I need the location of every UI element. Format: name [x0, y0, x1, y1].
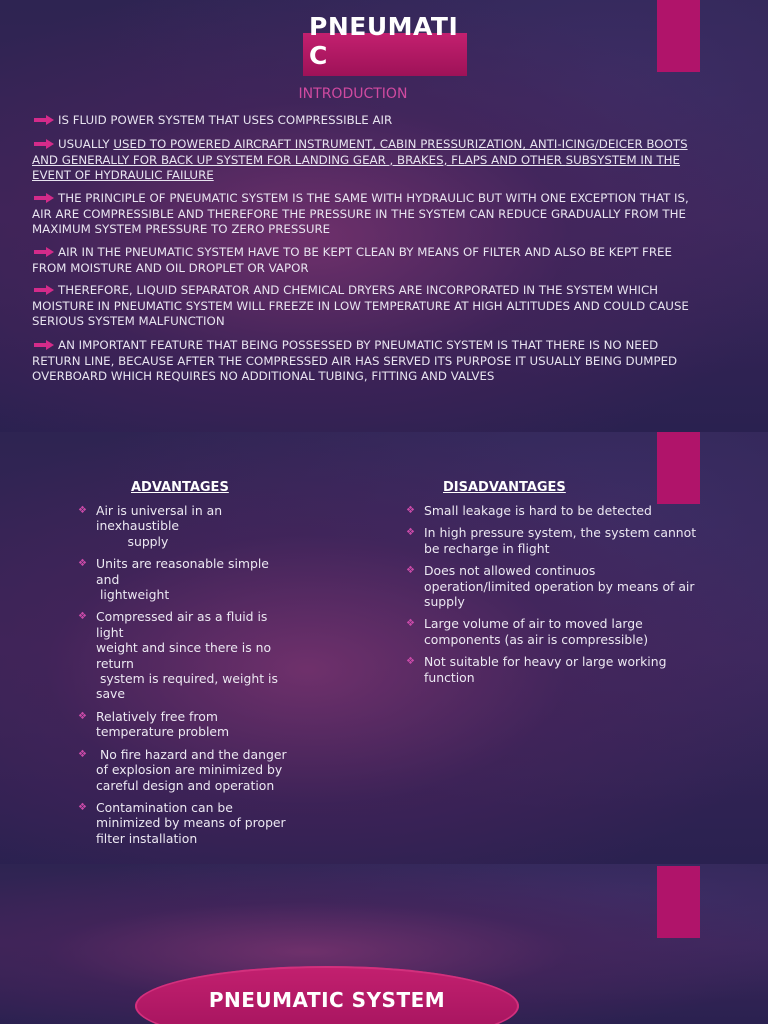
arrow-bullet-icon [34, 340, 54, 350]
diamond-bullet-icon: ❖ [78, 611, 87, 623]
slide-subtitle: INTRODUCTION [298, 86, 408, 102]
diamond-bullet-icon: ❖ [78, 801, 87, 813]
list-item [406, 616, 716, 647]
arrow-bullet-icon [34, 115, 54, 125]
list-item-line: filter installation [96, 830, 198, 846]
diamond-bullet-icon: ❖ [78, 748, 87, 760]
arrow-bullet-icon [34, 285, 54, 295]
list-item-line: operation/limited operation by means of air [424, 578, 695, 594]
list-item-line: system is required, weight is [96, 671, 278, 687]
accent-tab [657, 0, 700, 72]
list-item [406, 654, 716, 685]
list-item-line: return [96, 655, 134, 671]
list-item-line: No fire hazard and the danger [96, 746, 287, 762]
list-item [78, 609, 308, 701]
list-item-line: and [96, 571, 120, 587]
slide-introduction [0, 0, 768, 432]
paragraph-text: THEREFORE, LIQUID SEPARATOR AND CHEMICAL DRYERS ARE INCORPORATED IN THE SYSTEM WHICH MOISTURE IN PNEUMATIC SYSTEM WILL FREEZE IN LOW TEMPERATURE AT HIGH ALTITUDES AND COULD CAUSE SERIOUS SYSTEM MALFUNCTION [32, 283, 689, 328]
list-item-line: Does not allowed continuos [424, 563, 596, 579]
list-item-line: temperature problem [96, 724, 230, 740]
list-item-line: Contamination can be [96, 799, 233, 815]
list-item-line: save [96, 686, 126, 702]
list-item-line: supply [96, 533, 169, 549]
diamond-bullet-icon: ❖ [406, 565, 415, 577]
intro-paragraph-5 [32, 283, 692, 330]
intro-paragraph-6 [32, 338, 692, 385]
intro-paragraph-3 [32, 191, 692, 238]
list-item-line: Relatively free from [96, 708, 218, 724]
list-item-line: light [96, 624, 124, 640]
diamond-bullet-icon: ❖ [406, 618, 415, 630]
list-item-line: components (as air is compressible) [424, 631, 649, 647]
list-item [78, 556, 308, 602]
paragraph-text: AN IMPORTANT FEATURE THAT BEING POSSESSED BY PNEUMATIC SYSTEM IS THAT THERE IS NO NEED RETURN LINE, BECAUSE AFTER THE COMPRESSED AIR HAS SERVED ITS PURPOSE IT USUALLY BEING DUMPED OVERBOARD WHICH REQUIRES NO ADDITIONAL TUBING, FITTING AND VALVES [32, 338, 678, 383]
list-item-line: weight and since there is no [96, 640, 272, 656]
list-item-line: Air is universal in an [96, 503, 223, 518]
disadvantages-heading: DISADVANTAGES [443, 480, 566, 495]
arrow-bullet-icon [34, 139, 54, 149]
arrow-bullet-icon [34, 247, 54, 257]
paragraph-underlined-text: SUBSYSTEM IN THE EVENT OF HYDRAULIC FAILURE [32, 152, 681, 182]
diamond-bullet-icon: ❖ [78, 710, 87, 722]
paragraph-text: IS FLUID POWER SYSTEM THAT USES COMPRESSIBLE AIR [58, 113, 393, 127]
advantages-heading: ADVANTAGES [131, 480, 229, 495]
list-item-line: supply [424, 594, 465, 610]
list-item [406, 525, 716, 556]
diamond-bullet-icon: ❖ [406, 656, 415, 668]
slide-advantages [0, 432, 768, 864]
slide-title: PNEUMATIC [309, 12, 459, 70]
paragraph-text: THE PRINCIPLE OF PNEUMATIC SYSTEM IS THE SAME WITH HYDRAULIC BUT WITH ONE EXCEPTION THAT IS, AIR ARE COMPRESSIBLE AND THEREFORE THE PRESSURE IN THE SYSTEM CAN REDUCE GRADUALLY FROM THE MAXIMUM SYSTEM PRESSURE TO ZERO PRESSURE [32, 191, 689, 236]
diamond-bullet-icon: ❖ [78, 558, 87, 570]
advantages-list [78, 503, 308, 853]
list-item-line: of explosion are minimized by [96, 762, 283, 778]
list-item [78, 503, 308, 549]
list-item [78, 747, 308, 793]
list-item-line: minimized by means of proper [96, 815, 286, 831]
list-item-line: be recharge in flight [424, 540, 550, 556]
accent-tab [657, 866, 700, 938]
disadvantages-list [406, 503, 716, 692]
diamond-bullet-icon: ❖ [406, 505, 415, 516]
intro-paragraph-4 [32, 245, 692, 276]
list-item-line: careful design and operation [96, 777, 275, 793]
accent-tab [657, 432, 700, 504]
list-item-line: inexhaustible [96, 518, 180, 534]
list-item-line: function [424, 669, 475, 685]
list-item [78, 709, 308, 740]
list-item [406, 503, 716, 518]
paragraph-underlined-text: USED TO POWERED AIRCRAFT INSTRUMENT, CABIN PRESSURIZATION, ANTI-ICING/DEICER BOOTS AND GENERALLY FOR BACK UP SYSTEM FOR LANDING GEAR , BRAKES, FLAPS AND OTHER [32, 137, 688, 167]
list-item-line: Small leakage is hard to be detected [424, 503, 652, 518]
list-item-line: In high pressure system, the system cannot [424, 525, 697, 541]
paragraph-text: USUALLY [58, 137, 114, 151]
list-item [78, 800, 308, 846]
list-item-line: Not suitable for heavy or large working [424, 654, 667, 670]
intro-paragraph-2 [32, 137, 692, 184]
list-item-line: Compressed air as a fluid is [96, 609, 268, 625]
diamond-bullet-icon: ❖ [78, 505, 87, 516]
diamond-bullet-icon: ❖ [406, 527, 415, 539]
paragraph-text: AIR IN THE PNEUMATIC SYSTEM HAVE TO BE KEPT CLEAN BY MEANS OF FILTER AND ALSO BE KEPT FREE FROM MOISTURE AND OIL DROPLET OR VAPOR [32, 245, 672, 275]
arrow-bullet-icon [34, 193, 54, 203]
list-item-line: lightweight [96, 587, 170, 603]
intro-paragraph-1 [32, 113, 692, 129]
slide-pneumatic-system [0, 864, 768, 1024]
slide-title: PNEUMATIC SYSTEM [208, 988, 446, 1012]
list-item-line: Units are reasonable simple [96, 556, 269, 572]
list-item-line: Large volume of air to moved large [424, 616, 643, 632]
list-item [406, 563, 716, 609]
